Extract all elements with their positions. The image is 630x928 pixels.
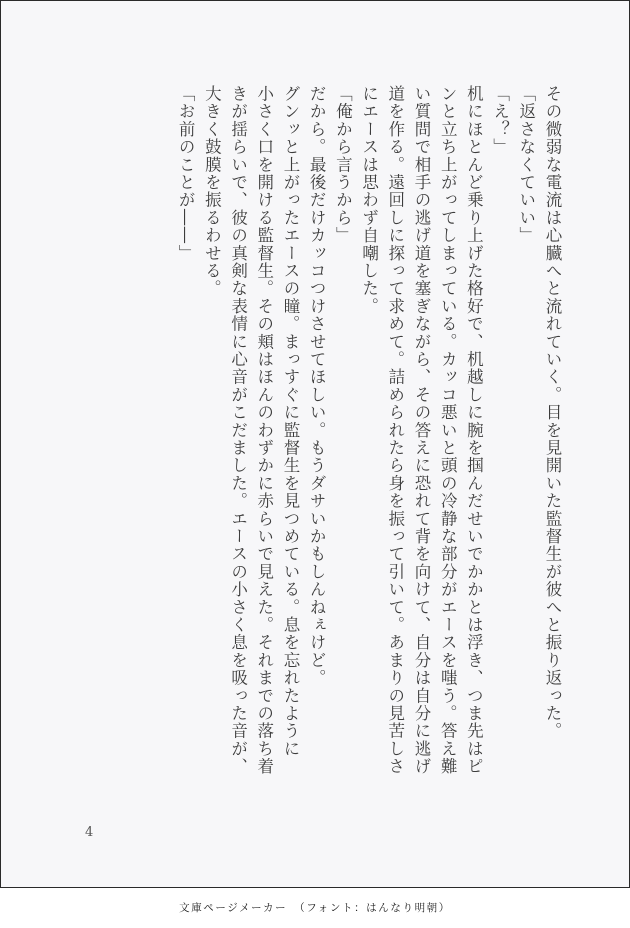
text-line: 「俺から言うから」 [333,85,353,245]
text-line: きが揺らいで、彼の真剣な表情に心音がこだました。エースの小さく息を吸った音が、 [228,85,248,776]
footer-caption: 文庫ページメーカー （フォント：はんなり明朝） [179,902,451,914]
text-line: にエースは思わず自嘲した。 [359,85,379,316]
text-line: 机にほとんど乗り上げた格好で、机越しに腕を掴んだせいでかかとは浮き、つま先はピ [464,85,484,776]
text-line: 「お前のことが――」 [176,85,196,262]
page-number: 4 [85,825,94,840]
text-line: 小さく口を開ける監督生。その頬はほんのわずかに赤らいで見えた。それまでの落ち着 [254,85,274,776]
text-line: だから。最後だけカッコつけさせてほしい。もうダサいかもしんねぇけど。 [307,85,327,687]
text-line: ンと立ち上がってしまっている。カッコ悪いと頭の冷静な部分がエースを嗤う。答え難 [438,85,458,776]
text-line: 道を作る。遠回しに探って求めて。詰められたら身を振って引いて。あまりの見苦しさ [385,85,405,776]
text-area [111,85,565,785]
text-line: 大きく鼓膜を振るわせる。 [202,85,222,298]
text-line: い質問で相手の逃げ道を塞ぎながら、その答えに恐れて背を向けて、自分は自分に逃げ [411,85,431,776]
vertical-text-body [111,85,565,785]
text-line: グンッと上がったエースの瞳。まっすぐに監督生を見つめている。息を忘れたように [280,85,300,758]
text-line: その微弱な電流は心臓へと流れていく。目を見開いた監督生が彼へと振り返った。 [543,85,562,740]
text-line: 「返さなくていい」 [516,85,536,245]
text-line: 「え？」 [490,85,510,156]
